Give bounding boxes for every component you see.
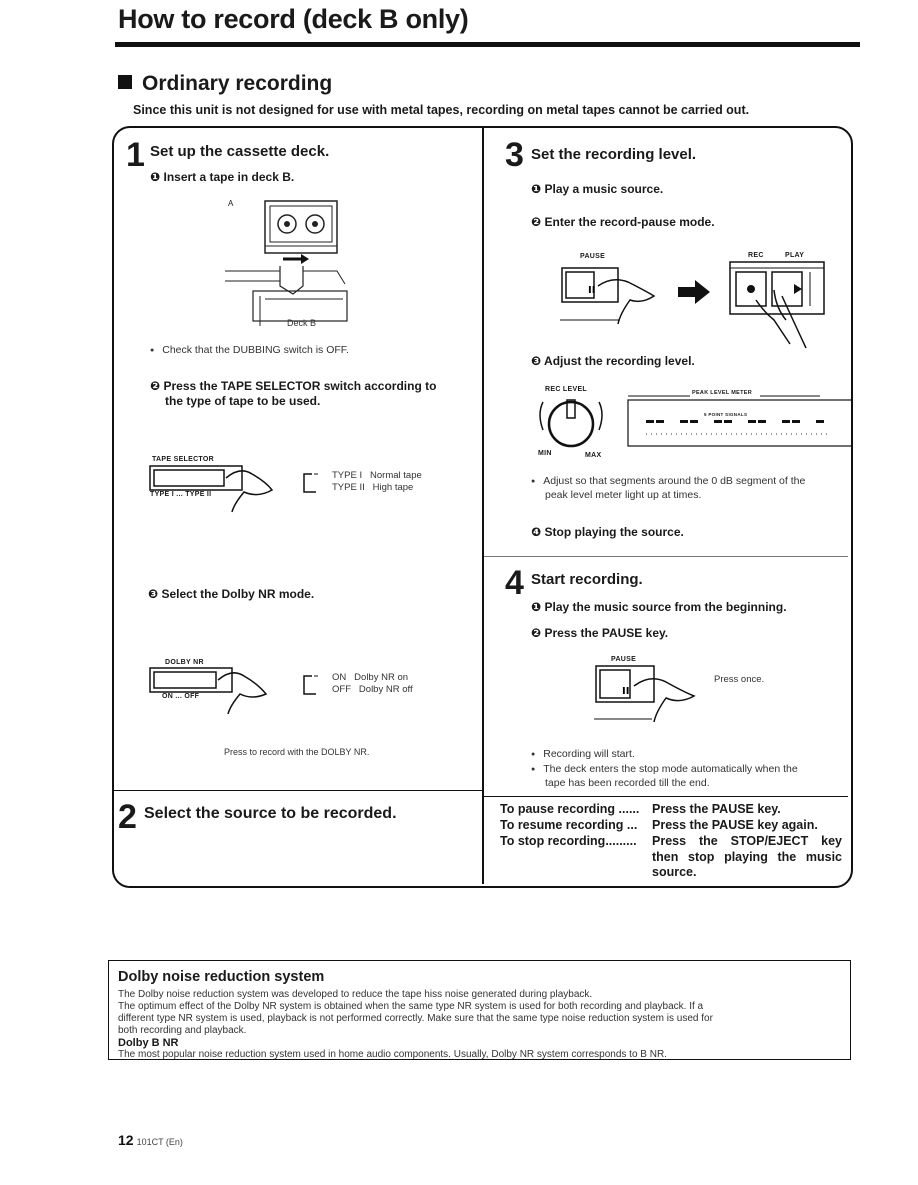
dolby-box-line1: The Dolby noise reduction system was developed to reduce the tape hiss noise generated during playback. (118, 989, 593, 1000)
model-code: 101CT (En) (136, 1137, 183, 1147)
legend-type2-label: TYPE II (332, 482, 365, 493)
dolby-switch-legend-icon (302, 674, 322, 696)
tape-selector-positions: TYPE I ... TYPE II (150, 491, 212, 498)
control-value: Press the PAUSE key again. (652, 818, 818, 832)
control-row-pause (500, 802, 845, 818)
step2-divider (113, 790, 482, 791)
step4-sub2: ❷ Press the PAUSE key. (531, 626, 669, 640)
step3-sub3: ❸ Adjust the recording level. (531, 354, 695, 368)
section-heading (118, 72, 332, 96)
page-title: How to record (deck B only) (118, 4, 469, 34)
legend-type1-desc: Normal tape (370, 470, 422, 481)
dubbing-bullet: ● Check that the DUBBING switch is OFF. (150, 344, 349, 356)
step3-sub1: ❶ Play a music source. (531, 182, 664, 196)
pause-key-illustration[interactable] (594, 664, 714, 724)
step2-number: 2 (118, 798, 137, 836)
step3-number: 3 (505, 136, 524, 174)
step3-sub4: ❹ Stop playing the source. (531, 525, 684, 539)
control-key: To resume recording ... (500, 818, 638, 832)
dolby-box-heading: Dolby noise reduction system (118, 969, 325, 985)
page-footer (118, 1132, 183, 1148)
step1-heading: Set up the cassette deck. (150, 143, 330, 160)
recording-controls (500, 802, 845, 881)
step1-sub1: ❶ Insert a tape in deck B. (150, 170, 295, 184)
metal-tape-note: Since this unit is not designed for use with metal tapes, recording on metal tapes cannot be carried out. (133, 103, 750, 117)
step4-number: 4 (505, 564, 524, 602)
dolby-box-line3: different type NR system is used, playback is not performed correctly. Make sure that the same type noise reduction system is used for (118, 1013, 713, 1024)
control-value: Press the STOP/EJECT key then stop playing the music source. (652, 834, 842, 879)
step1-sub3: ❸ Select the Dolby NR mode. (148, 587, 315, 601)
control-key: To pause recording ...... (500, 802, 640, 816)
page-number: 12 (118, 1132, 134, 1148)
dolby-box-line2: The optimum effect of the Dolby NR system is obtained when the same type NR system is used for both recording and playback. If a (118, 1001, 704, 1012)
step2-heading: Select the source to be recorded. (144, 805, 397, 822)
dolby-nr-positions: ON ... OFF (162, 693, 200, 700)
legend-type1 (332, 470, 422, 481)
svg-text:II: II (588, 285, 596, 296)
dolby-box-line5: The most popular noise reduction system used in home audio components. Usually, Dolby NR system corresponds to B NR. (118, 1049, 667, 1060)
rec-level-label: REC LEVEL (545, 386, 587, 393)
rec-label: REC (748, 252, 764, 259)
title-rule (115, 42, 860, 47)
cassette-insert-illustration (225, 196, 355, 331)
step3-bullet: ● Adjust so that segments around the 0 dB segment of the (531, 475, 805, 487)
step4-heading: Start recording. (531, 571, 643, 588)
control-key: To stop recording......... (500, 834, 637, 848)
step4-divider (484, 556, 848, 557)
legend-off-desc: Dolby NR off (358, 684, 413, 695)
max-label: MAX (585, 452, 602, 459)
dolby-box-line4: both recording and playback. (118, 1025, 247, 1036)
step1-sub2: ❷ Press the TAPE SELECTOR switch according to (150, 379, 437, 393)
deck-a-label: A (228, 199, 234, 208)
dolby-nr-switch[interactable] (148, 666, 278, 716)
record-pause-illustration[interactable] (560, 260, 830, 355)
svg-text:II: II (622, 686, 630, 697)
step3-heading: Set the recording level. (531, 146, 697, 163)
dolby-info-box (108, 960, 851, 1060)
step4-sub1: ❶ Play the music source from the beginning. (531, 600, 787, 614)
dolby-b-heading: Dolby B NR (118, 1037, 179, 1049)
peak-level-meter (620, 394, 860, 454)
control-row-stop (500, 834, 845, 881)
play-label: PLAY (785, 252, 805, 259)
tape-selector-label: TAPE SELECTOR (152, 456, 214, 463)
tape-selector-switch[interactable] (148, 464, 278, 514)
legend-type2-desc: High tape (372, 482, 414, 493)
legend-on-label: ON (332, 672, 347, 683)
step1-number: 1 (126, 136, 145, 174)
control-value: Press the PAUSE key. (652, 802, 781, 816)
press-once-label: Press once. (714, 674, 765, 685)
step4-bullet2-cont: tape has been recorded till the end. (545, 777, 710, 789)
legend-off (332, 684, 413, 695)
legend-type1-label: TYPE I (332, 470, 363, 481)
legend-off-label: OFF (332, 684, 351, 695)
peak-meter-sublabel: 5 POINT SIGNALS (704, 412, 748, 417)
rec-level-knob[interactable] (535, 394, 615, 454)
deck-b-label: Deck B (287, 318, 317, 328)
step1-sub2-cont: the type of tape to be used. (165, 394, 321, 408)
step3-bullet-cont: peak level meter light up at times. (545, 489, 702, 501)
dolby-nr-label: DOLBY NR (165, 659, 204, 666)
control-row-resume (500, 818, 845, 834)
peak-meter-label: PEAK LEVEL METER (692, 390, 753, 396)
section-heading-text: Ordinary recording (142, 72, 333, 95)
legend-on (332, 672, 408, 683)
step4-bullet2: ● The deck enters the stop mode automatically when the (531, 763, 798, 775)
step3-sub2: ❷ Enter the record-pause mode. (531, 215, 715, 229)
controls-divider (484, 796, 848, 797)
square-bullet-icon (118, 75, 132, 89)
step4-bullet1: ● Recording will start. (531, 748, 635, 760)
column-divider (482, 127, 484, 884)
legend-type2 (332, 482, 413, 493)
legend-on-desc: Dolby NR on (354, 672, 409, 683)
tape-switch-legend-icon (302, 472, 322, 494)
dolby-caption: Press to record with the DOLBY NR. (224, 747, 370, 757)
pause-label: PAUSE (580, 253, 606, 260)
step4-pause-label: PAUSE (611, 656, 637, 663)
min-label: MIN (538, 450, 552, 457)
